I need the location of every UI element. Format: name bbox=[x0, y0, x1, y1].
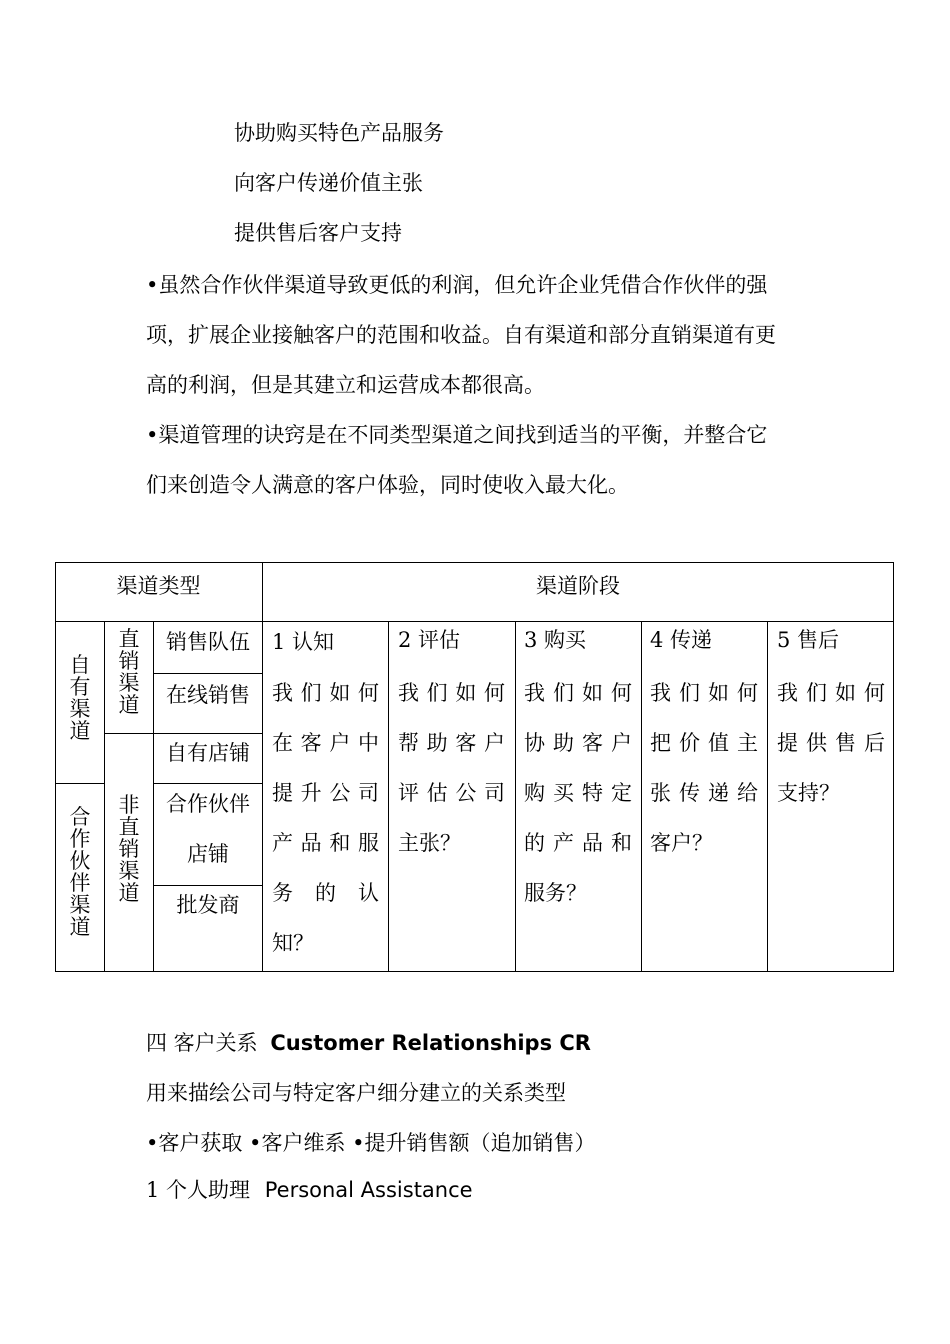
channel-online-sales: 在线销售 bbox=[166, 683, 250, 707]
channel-sales-force: 销售队伍 bbox=[166, 630, 250, 654]
paragraph-1-line-1: •虽然合作伙伴渠道导致更低的利润，但允许企业凭借合作伙伴的强 bbox=[146, 273, 768, 297]
item-1-cn: 1 个人助理 bbox=[146, 1178, 251, 1202]
section-heading bbox=[146, 1031, 591, 1055]
stage-4-line: 客户？ bbox=[650, 831, 713, 855]
stage-1-line: 知？ bbox=[272, 931, 314, 955]
sub-direct-channel: 直销渠道 bbox=[118, 627, 140, 717]
stage-2-body bbox=[398, 668, 505, 868]
channel-own-store: 自有店铺 bbox=[166, 741, 250, 765]
paragraph-2-line-1: •渠道管理的诀窍是在不同类型渠道之间找到适当的平衡，并整合它 bbox=[146, 423, 768, 447]
stage-1-body bbox=[272, 668, 379, 968]
stage-4-title: 4 传递 bbox=[650, 628, 713, 652]
stage-4-line: 我 们 如 何 bbox=[650, 681, 758, 705]
channel-table bbox=[55, 562, 894, 971]
intro-line-3: 提供售后客户支持 bbox=[234, 221, 402, 245]
stage-3-body bbox=[524, 668, 632, 918]
header-channel-stage: 渠道阶段 bbox=[536, 574, 620, 598]
stage-1-title: 1 认知 bbox=[272, 630, 335, 654]
stage-5-line: 支持？ bbox=[777, 781, 840, 805]
stage-5-body bbox=[777, 668, 885, 818]
stage-4-line: 张 传 递 给 bbox=[650, 781, 758, 805]
stage-3-line: 的 产 品 和 bbox=[524, 831, 632, 855]
stage-2-line: 帮 助 客 户 bbox=[398, 731, 505, 755]
section-bullets: •客户获取 •客户维系 •提升销售额（追加销售） bbox=[146, 1131, 596, 1155]
channel-wholesaler: 批发商 bbox=[176, 893, 240, 917]
stage-1-line: 务 的 认 bbox=[272, 881, 379, 905]
stage-2-line: 评 估 公 司 bbox=[398, 781, 505, 805]
group-partner-channel: 合作伙伴渠道 bbox=[69, 805, 91, 939]
channel-partner-store-line-2: 店铺 bbox=[187, 842, 229, 866]
paragraph-2-line-2: 们来创造令人满意的客户体验，同时使收入最大化。 bbox=[146, 473, 629, 497]
stage-2-title: 2 评估 bbox=[398, 628, 461, 652]
header-channel-type: 渠道类型 bbox=[116, 574, 201, 598]
stage-1-line: 提 升 公 司 bbox=[272, 781, 379, 805]
stage-5-line: 提 供 售 后 bbox=[777, 731, 885, 755]
stage-1-line: 产 品 和 服 bbox=[272, 831, 379, 855]
stage-3-line: 购 买 特 定 bbox=[524, 781, 632, 805]
channel-partner-store-line-1: 合作伙伴 bbox=[166, 792, 250, 816]
stage-5-line: 我 们 如 何 bbox=[777, 681, 885, 705]
sub-indirect-channel: 非直销渠道 bbox=[118, 793, 140, 905]
section-heading-en: Customer Relationships CR bbox=[270, 1031, 591, 1055]
stage-1-line: 我 们 如 何 bbox=[272, 681, 379, 705]
intro-line-2: 向客户传递价值主张 bbox=[234, 171, 423, 195]
paragraph-1-line-3: 高的利润，但是其建立和运营成本都很高。 bbox=[146, 373, 545, 397]
stage-4-line: 把 价 值 主 bbox=[650, 731, 758, 755]
stage-2-line: 我 们 如 何 bbox=[398, 681, 505, 705]
item-1-en: Personal Assistance bbox=[264, 1178, 473, 1202]
stage-5-title: 5 售后 bbox=[777, 628, 840, 652]
group-own-channel: 自有渠道 bbox=[69, 653, 91, 743]
stage-3-line: 服务？ bbox=[524, 881, 587, 905]
stage-3-line: 我 们 如 何 bbox=[524, 681, 632, 705]
intro-line-1: 协助购买特色产品服务 bbox=[234, 121, 444, 145]
paragraph-1-line-2: 项，扩展企业接触客户的范围和收益。自有渠道和部分直销渠道有更 bbox=[146, 323, 776, 347]
stage-4-body bbox=[650, 668, 758, 868]
section-heading-cn: 四 客户关系 bbox=[146, 1031, 258, 1055]
stage-3-title: 3 购买 bbox=[524, 628, 587, 652]
section-item-1 bbox=[146, 1178, 473, 1202]
stage-3-line: 协 助 客 户 bbox=[524, 731, 632, 755]
stage-2-line: 主张？ bbox=[398, 831, 461, 855]
section-description: 用来描绘公司与特定客户细分建立的关系类型 bbox=[146, 1081, 566, 1105]
stage-1-line: 在 客 户 中 bbox=[272, 731, 379, 755]
